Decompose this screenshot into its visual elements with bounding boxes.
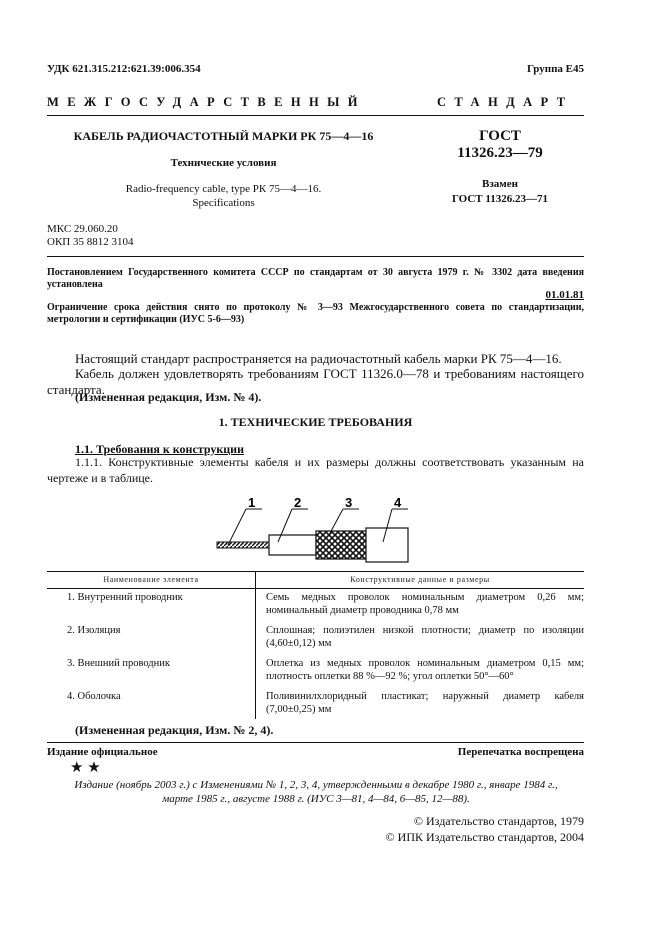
clause-1-1-1: 1.1.1. Конструктивные элементы кабеля и их размеры должны соответствовать указанным на чертеже и в таблице.: [47, 455, 584, 485]
mks-code: МКС 29.060.20: [47, 223, 118, 235]
table-header-data: Конструктивные данные и размеры: [256, 572, 585, 589]
english-title-line1: Radio-frequency cable, type РК 75—4—16.: [125, 183, 322, 195]
header-rule: [47, 115, 584, 116]
inner-conductor-shape: [217, 542, 269, 548]
insulation-shape: [269, 535, 316, 555]
table-cell-name: 2. Изоляция: [47, 622, 256, 655]
group-code: Группа Е45: [526, 63, 584, 75]
table-cell-name: 4. Оболочка: [47, 688, 256, 719]
copyright-1979: © Издательство стандартов, 1979: [413, 814, 584, 828]
table-row: [47, 688, 584, 719]
banner-standard: СТАНДАРТ: [437, 95, 574, 109]
document-subtitle: Технические условия: [170, 157, 277, 169]
drawing-label-1: 1: [248, 495, 256, 510]
construction-table: [47, 571, 584, 719]
limitation-text: Ограничение срока действия снято по протоколу № 3—93 Межгосударственного совета по стандартизации, метрологии и сертификации (ИУС 5-6—93): [47, 302, 584, 325]
english-title-line2: Specifications: [192, 197, 255, 209]
edition-note: Издание (ноябрь 2003 г.) с Изменениями № 1, 2, 3, 4, утвержденными в декабре 1980 г., январе 1984 г., марте 1985 г., августе 1988 г. (ИУС 3—81, 4—84, 6—85, 12—88).: [74, 779, 558, 805]
gost-number: 11326.23—79: [457, 145, 543, 161]
table-row: [47, 655, 584, 688]
stars-mark: ★ ★: [70, 760, 101, 776]
scope-paragraph: Настоящий стандарт распространяется на радиочастотный кабель марки РК 75—4—16.: [75, 351, 562, 366]
section-title: 1. ТЕХНИЧЕСКИЕ ТРЕБОВАНИЯ: [218, 415, 413, 429]
sheath-shape: [366, 528, 408, 562]
table-header-element: Наименование элемента: [47, 572, 256, 589]
reprint-prohibited: Перепечатка воспрещена: [457, 746, 584, 758]
drawing-label-2: 2: [294, 495, 302, 510]
table-cell-data: Сплошная; полиэтилен низкой плотности; диаметр по изоляции (4,60±0,12) мм: [266, 625, 584, 649]
document-title: КАБЕЛЬ РАДИОЧАСТОТНЫЙ МАРКИ РК 75—4—16: [73, 129, 374, 143]
table-cell-name: 1. Внутренний проводник: [47, 589, 256, 623]
table-cell-name: 3. Внешний проводник: [47, 655, 256, 688]
requirements-paragraph: Кабель должен удовлетворять требованиям ГОСТ 11326.0—78 и требованиям настоящего стандарта.: [47, 366, 584, 397]
subsection-title: 1.1. Требования к конструкции: [75, 442, 245, 456]
revision-note-1: (Измененная редакция, Изм. № 4).: [75, 390, 262, 404]
decree-text: Постановлением Государственного комитета СССР по стандартам от 30 августа 1979 г. № 3302 дата введения установлена: [47, 267, 584, 290]
cable-drawing: [200, 490, 430, 570]
copyright-2004: © ИПК Издательство стандартов, 2004: [385, 830, 584, 844]
replaces-value: ГОСТ 11326.23—71: [451, 193, 549, 205]
official-edition: Издание официальное: [47, 746, 158, 758]
okp-code: ОКП 35 8812 3104: [47, 236, 134, 248]
drawing-label-3: 3: [345, 495, 353, 510]
table-row: [47, 622, 584, 655]
drawing-label-4: 4: [394, 495, 402, 510]
replaces-label: Взамен: [482, 178, 518, 190]
table-cell-data: Семь медных проволок номинальным диаметром 0,26 мм; номинальный диаметр проводника 0,78 мм: [266, 592, 584, 616]
revision-note-2: (Измененная редакция, Изм. № 2, 4).: [75, 723, 274, 737]
introduction-date: 01.01.81: [545, 289, 584, 301]
title-rule: [47, 256, 584, 257]
gost-label: ГОСТ: [479, 128, 521, 144]
table-row: [47, 589, 584, 623]
udk-code: УДК 621.315.212:621.39:006.354: [47, 63, 201, 75]
banner-interstate: МЕЖГОСУДАРСТВЕННЫЙ: [47, 95, 366, 109]
footer-rule: [47, 742, 584, 743]
table-cell-data: Оплетка из медных проволок номинальным диаметром 0,15 мм; плотность оплетки 88 %—92 %; угол оплетки 50°—60°: [266, 658, 584, 682]
table-cell-data: Поливинилхлоридный пластикат; наружный диаметр кабеля (7,00±0,25) мм: [266, 691, 584, 715]
outer-conductor-shape: [316, 531, 366, 559]
